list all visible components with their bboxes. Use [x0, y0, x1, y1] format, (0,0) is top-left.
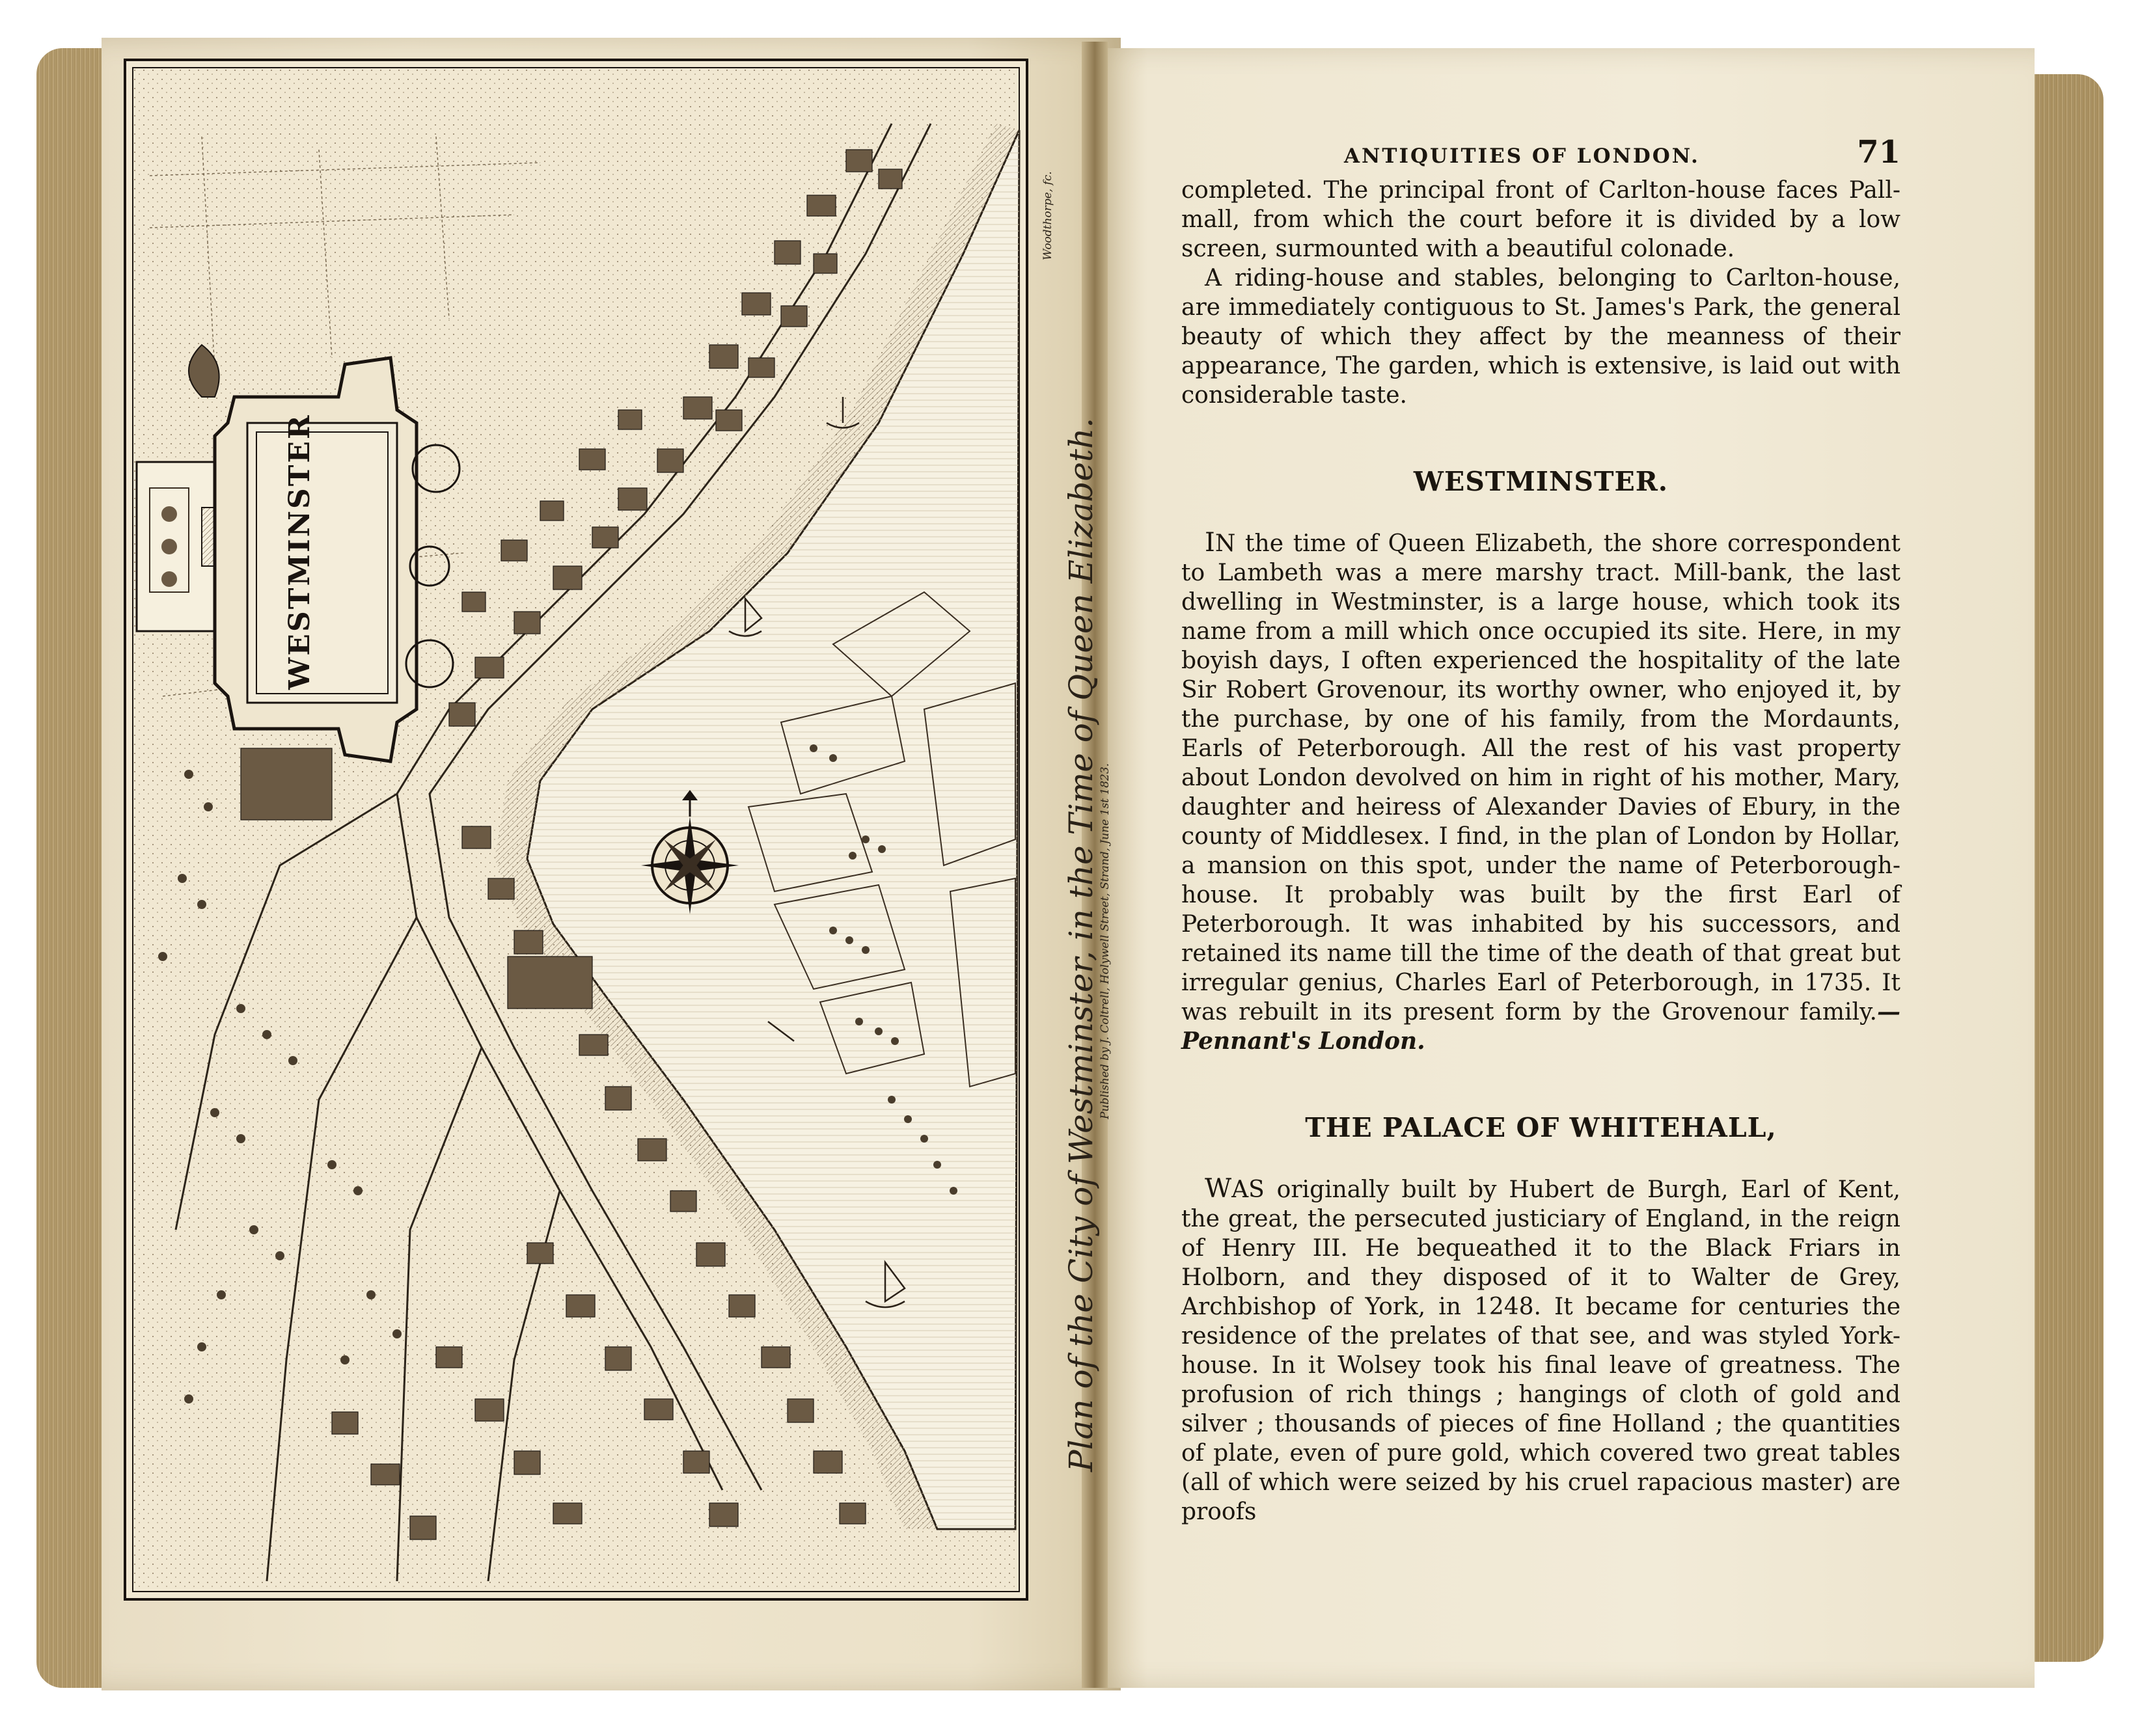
map-plate [124, 59, 1028, 1601]
westminster-dropcap-rest: N [1214, 530, 1236, 557]
map-caption-publisher: Published by J. Coltrell, Holywell Street, Strand, June 1st 1823. [1099, 763, 1112, 1119]
right-page-edges [2032, 74, 2104, 1662]
map-label-westminster: WESTMINSTER [283, 413, 316, 690]
whitehall-dropcap: W [1205, 1174, 1232, 1204]
map-caption-title: Plan of the City of Westminster, in the Time of Queen Elizabeth. [1062, 417, 1100, 1472]
page-number: 71 [1857, 134, 1900, 170]
intro-paragraph-2: A riding-house and stables, belonging to Carlton-house, are immediately contiguous to St. James's Park, the general beauty of which they affect by the meanness of their appearance, The garden, which is extensive, is laid out with considerable taste. [1181, 265, 1900, 409]
westminster-map [124, 59, 1028, 1601]
whitehall-text: originally built by Hubert de Burgh, Earl of Kent, the great, the persecuted justiciary of England, in the reign of Henry III. He bequeathed it to the Black Friars in Holborn, and they disposed of it to Walter de Grey, Archbishop of York, in 1248. It became for centuries the residence of the prelates of that see, and was styled York-house. In it Wolsey took his final leave of greatness. The profusion of rich things ; hangings of cloth of gold and silver ; thousands of pieces of fine Holland ; the quantities of plate, even of pure gold, which covered two great tables (all of which were seized by his cruel rapacious master) are proofs [1181, 1176, 1900, 1525]
westminster-citation: —Pennant's London. [1181, 998, 1900, 1055]
heading-westminster: WESTMINSTER. [1413, 466, 1669, 497]
running-head [1181, 130, 1900, 176]
page-71-text [1181, 130, 1900, 1526]
intro-paragraph-1: completed. The principal front of Carlton-house faces Pall-mall, from which the court before it is divided by a low screen, surmounted with a beautiful colonade. [1181, 177, 1900, 262]
westminster-text: the time of Queen Elizabeth, the shore correspondent to Lambeth was a mere marshy tract. Mill-bank, the last dwelling in Westminster, is a large house, which took its name from a mill which once occupied its site. Here, in my boyish days, I often experienced the hospitality of the late Sir Robert Grovenour, its worthy owner, who enjoyed it, by the purchase, by one of his family, from the Mordaunts, Earls of Peterborough. All the rest of his vast property about London devolved on him in right of his mother, Mary, daughter and heiress of Alexander Davies of Ebury, in the county of Middlesex. I find, in the plan of London by Hollar, a mansion on this spot, under the name of Peterborough-house. It probably was built by the first Earl of Peterborough. It was inhabited by his successors, and retained its name till the time of the death of that great but irregular genius, Charles Earl of Peterborough, in 1735. It was rebuilt in its present form by the Grovenour family. [1181, 530, 1900, 1025]
westminster-label-box [270, 413, 374, 690]
heading-whitehall: THE PALACE OF WHITEHALL, [1305, 1112, 1777, 1143]
westminster-dropcap: I [1205, 528, 1215, 558]
westminster-paragraph [1181, 528, 1900, 1056]
whitehall-dropcap-rest: AS [1231, 1176, 1265, 1203]
running-head-title: ANTIQUITIES OF LONDON. [1344, 144, 1700, 168]
whitehall-paragraph [1181, 1174, 1900, 1526]
map-caption-engraver: Woodthorpe, fc. [1041, 171, 1054, 260]
